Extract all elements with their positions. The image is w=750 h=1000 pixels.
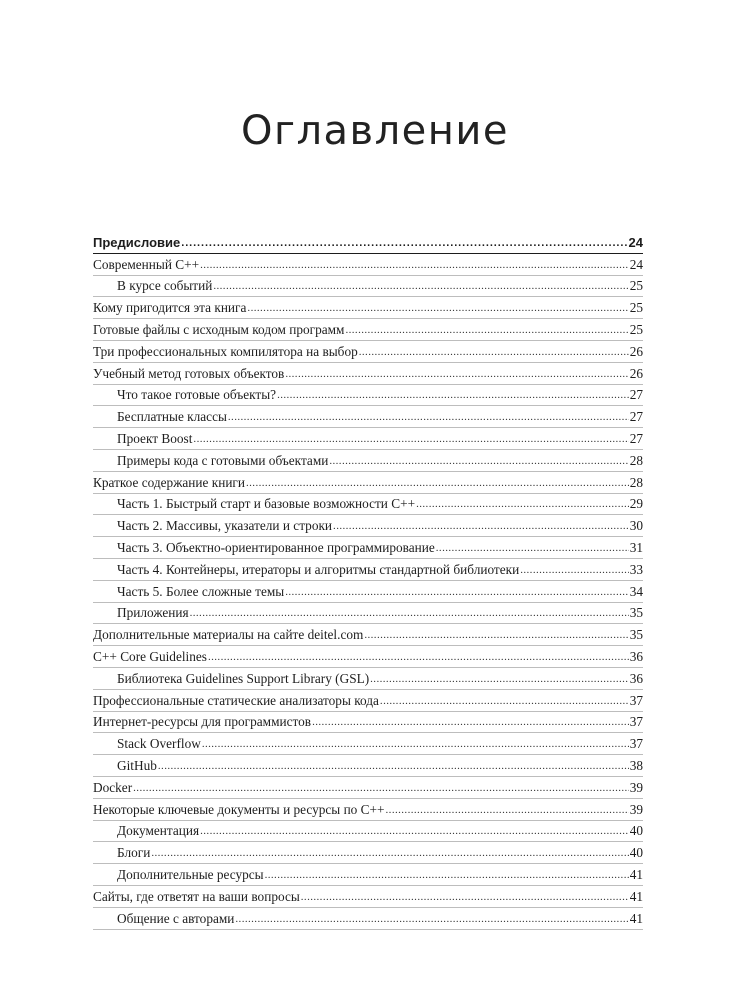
toc-dot-leader: [329, 453, 628, 469]
toc-entry-title: Дополнительные материалы на сайте deitel.com: [93, 627, 364, 643]
toc-entry[interactable]: [93, 799, 643, 821]
toc-entry-title: Три профессиональных компилятора на выбор: [93, 343, 358, 359]
toc-entry-title: Некоторые ключевые документы и ресурсы по C++: [93, 801, 385, 817]
toc-entry-title: Сайты, где ответят на ваши вопросы: [93, 888, 300, 904]
toc-entry-page-number: 25: [629, 300, 643, 316]
toc-entry[interactable]: [93, 450, 643, 472]
toc-entry[interactable]: [93, 472, 643, 494]
toc-entry-title: Профессиональные статические анализаторы кода: [93, 692, 379, 708]
toc-entry-page-number: 37: [629, 714, 643, 730]
toc-dot-leader: [158, 758, 629, 774]
toc-entry-page-number: 34: [629, 583, 643, 599]
toc-entry-page-number: 41: [629, 866, 643, 882]
toc-entry-page-number: 25: [629, 278, 643, 294]
toc-entry-title: Приложения: [117, 605, 189, 621]
toc-dot-leader: [247, 300, 628, 316]
toc-entry-page-number: 31: [629, 539, 643, 555]
toc-entry-page-number: 30: [629, 518, 643, 534]
toc-entry-page-number: 28: [629, 474, 643, 490]
toc-dot-leader: [200, 823, 629, 839]
toc-entry-title: Библиотека Guidelines Support Library (GSL): [117, 670, 370, 686]
toc-dot-leader: [133, 780, 629, 796]
toc-entry[interactable]: [93, 515, 643, 537]
toc-entry-title: Часть 1. Быстрый старт и базовые возможности C++: [117, 496, 416, 512]
page-title: Оглавление: [240, 108, 510, 154]
toc-entry[interactable]: [93, 494, 643, 516]
toc-entry-title: Docker: [93, 779, 133, 795]
toc-entry-page-number: 40: [629, 823, 643, 839]
toc-entry-page-number: 28: [629, 452, 643, 468]
toc-entry[interactable]: [93, 842, 643, 864]
toc-entry-page-number: 27: [629, 430, 643, 446]
toc-entry-title: Что такое готовые объекты?: [117, 387, 277, 403]
toc-entry-page-number: 39: [629, 779, 643, 795]
toc-dot-leader: [151, 845, 628, 861]
toc-dot-leader: [345, 322, 628, 338]
toc-entry-title: Учебный метод готовых объектов: [93, 365, 285, 381]
toc-entry-page-number: 24: [629, 256, 643, 272]
toc-dot-leader: [520, 562, 628, 578]
toc-entry[interactable]: [93, 363, 643, 385]
toc-entry-page-number: 41: [629, 910, 643, 926]
toc-entry[interactable]: [93, 385, 643, 407]
toc-entry[interactable]: [93, 886, 643, 908]
toc-dot-leader: [213, 278, 628, 294]
toc-entry-page-number: 38: [629, 757, 643, 773]
toc-entry-title: C++ Core Guidelines: [93, 648, 207, 664]
toc-dot-leader: [416, 496, 629, 512]
toc-entry[interactable]: [93, 428, 643, 450]
toc-entry-page-number: 27: [629, 387, 643, 403]
toc-entry[interactable]: [93, 603, 643, 625]
toc-entry[interactable]: [93, 864, 643, 886]
toc-entry-title: Блоги: [117, 845, 151, 861]
toc-dot-leader: [228, 409, 629, 425]
toc-entry-title: Примеры кода с готовыми объектами: [117, 452, 329, 468]
toc-entry[interactable]: [93, 646, 643, 668]
toc-entry-page-number: 40: [629, 845, 643, 861]
toc-entry-title: В курсе событий: [117, 278, 213, 294]
toc-entry-page-number: 25: [629, 321, 643, 337]
toc-dot-leader: [246, 475, 629, 491]
toc-entry[interactable]: [93, 733, 643, 755]
toc-entry[interactable]: [93, 276, 643, 298]
toc-entry-title: Stack Overflow: [117, 736, 201, 752]
toc-entry-page-number: 29: [629, 496, 643, 512]
toc-entry-title: Часть 3. Объектно-ориентированное программирование: [117, 539, 435, 555]
toc-entry[interactable]: [93, 624, 643, 646]
toc-entry-page-number: 24: [628, 234, 643, 250]
toc-entry-title: GitHub: [117, 757, 157, 773]
toc-dot-leader: [436, 540, 629, 556]
toc-entry-page-number: 26: [629, 365, 643, 381]
toc-entry[interactable]: [93, 232, 643, 254]
toc-entry[interactable]: [93, 297, 643, 319]
toc-dot-leader: [386, 802, 629, 818]
toc-entry-title: Бесплатные классы: [117, 409, 227, 425]
toc-entry-title: Часть 4. Контейнеры, итераторы и алгоритмы стандартной библиотеки: [117, 561, 520, 577]
toc-dot-leader: [200, 257, 629, 273]
toc-entry-page-number: 33: [629, 561, 643, 577]
toc-entry[interactable]: [93, 341, 643, 363]
toc-entry-title: Документация: [117, 823, 200, 839]
toc-dot-leader: [285, 366, 628, 382]
toc-entry[interactable]: [93, 821, 643, 843]
toc-dot-leader: [333, 518, 629, 534]
toc-entry-title: Краткое содержание книги: [93, 474, 245, 490]
toc-dot-leader: [190, 605, 629, 621]
toc-entry-page-number: 27: [629, 409, 643, 425]
toc-entry-page-number: 41: [629, 888, 643, 904]
toc-dot-leader: [202, 736, 629, 752]
table-of-contents: [93, 232, 643, 930]
toc-entry[interactable]: [93, 712, 643, 734]
toc-entry[interactable]: [93, 254, 643, 276]
toc-dot-leader: [265, 867, 629, 883]
toc-dot-leader: [359, 344, 629, 360]
toc-entry[interactable]: [93, 581, 643, 603]
toc-entry-title: Дополнительные ресурсы: [117, 866, 264, 882]
toc-dot-leader: [301, 889, 629, 905]
toc-dot-leader: [277, 387, 629, 403]
toc-entry-page-number: 37: [629, 692, 643, 708]
toc-entry[interactable]: [93, 406, 643, 428]
toc-dot-leader: [370, 671, 629, 687]
toc-dot-leader: [208, 649, 629, 665]
toc-entry-title: Предисловие: [93, 234, 181, 250]
toc-entry-title: Общение с авторами: [117, 910, 235, 926]
toc-entry-page-number: 36: [629, 670, 643, 686]
toc-entry-title: Интернет-ресурсы для программистов: [93, 714, 312, 730]
toc-entry[interactable]: [93, 319, 643, 341]
toc-dot-leader: [181, 235, 627, 251]
toc-dot-leader: [364, 627, 628, 643]
toc-entry[interactable]: [93, 908, 643, 930]
toc-entry[interactable]: [93, 755, 643, 777]
toc-entry[interactable]: [93, 537, 643, 559]
toc-entry-title: Современный C++: [93, 256, 200, 272]
toc-entry[interactable]: [93, 668, 643, 690]
toc-dot-leader: [193, 431, 628, 447]
toc-entry-page-number: 36: [629, 648, 643, 664]
toc-entry-page-number: 26: [629, 343, 643, 359]
toc-entry[interactable]: [93, 777, 643, 799]
toc-dot-leader: [235, 911, 628, 927]
toc-entry[interactable]: [93, 690, 643, 712]
toc-entry[interactable]: [93, 559, 643, 581]
toc-entry-title: Проект Boost: [117, 430, 193, 446]
toc-entry-title: Готовые файлы с исходным кодом программ: [93, 321, 345, 337]
toc-dot-leader: [380, 693, 629, 709]
toc-entry-page-number: 39: [629, 801, 643, 817]
toc-entry-page-number: 37: [629, 736, 643, 752]
toc-dot-leader: [312, 714, 629, 730]
toc-dot-leader: [285, 584, 629, 600]
toc-entry-title: Часть 5. Более сложные темы: [117, 583, 285, 599]
toc-entry-title: Кому пригодится эта книга: [93, 300, 247, 316]
toc-entry-page-number: 35: [629, 627, 643, 643]
toc-entry-title: Часть 2. Массивы, указатели и строки: [117, 518, 333, 534]
toc-entry-page-number: 35: [629, 605, 643, 621]
